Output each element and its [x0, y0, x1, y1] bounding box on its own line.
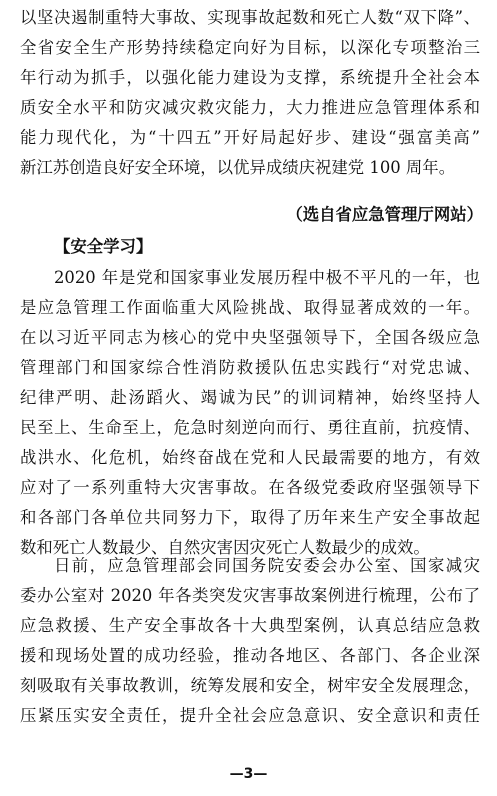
paragraph-3 [20, 551, 480, 731]
source-note: （选自省应急管理厅网站） [286, 205, 483, 224]
text-line: 以坚决遏制重特大事故、实现事故起数和死亡人数“双下降”、 [20, 8, 480, 27]
text-line: 压紧压实安全责任，提升全社会应急意识、安全意识和责任 [20, 706, 480, 725]
text-line: 是应急管理工作面临重大风险挑战、取得显著成效的一年。 [20, 298, 480, 317]
text-line: 年行动为抓手，以强化能力建设为支撑，系统提升全社会本 [20, 68, 480, 87]
text-line: 刻吸取有关事故教训，统筹发展和安全，树牢安全发展理念， [20, 676, 480, 695]
text-line: 能力现代化，为“十四五”开好局起好步、建设“强富美高” [20, 128, 480, 147]
section-heading: 【安全学习】 [54, 237, 153, 256]
text-line: 在以习近平同志为核心的党中央坚强领导下，全国各级应急 [20, 328, 480, 347]
text-line: 应对了一系列重特大灾害事故。在各级党委政府坚强领导下 [20, 478, 480, 497]
text-line: 新江苏创造良好安全环境，以优异成绩庆祝建党 100 周年。 [20, 158, 456, 177]
text-line: 质安全水平和防灾减灾救灾能力，大力推进应急管理体系和 [20, 98, 480, 117]
text-line: 全省安全生产形势持续稳定向好为目标，以深化专项整治三 [20, 38, 480, 57]
text-line: 委办公室对 2020 年各类突发灾害事故案例进行梳理，公布了 [20, 586, 480, 605]
text-line: 管理部门和国家综合性消防救援队伍忠实践行“对党忠诚、 [20, 358, 480, 377]
text-line: 日前，应急管理部会同国务院安委会办公室、国家减灾 [54, 556, 480, 575]
page-number: —3— [229, 766, 268, 782]
text-line: 和各部门各单位共同努力下，取得了历年来生产安全事故起 [20, 508, 480, 527]
paragraph-2 [20, 263, 480, 563]
text-line: 战洪水、化危机，始终奋战在党和人民最需要的地方，有效 [20, 448, 480, 467]
paragraph-continued [20, 3, 480, 183]
text-line: 纪律严明、赴汤蹈火、竭诚为民”的训词精神，始终坚持人 [20, 388, 480, 407]
text-line: 民至上、生命至上，危急时刻逆向而行、勇往直前，抗疫情、 [20, 418, 480, 437]
text-line: 数和死亡人数最少、自然灾害因灾死亡人数最少的成效。 [20, 538, 430, 557]
text-line: 援和现场处置的成功经验，推动各地区、各部门、各企业深 [20, 646, 480, 665]
text-line: 2020 年是党和国家事业发展历程中极不平凡的一年，也 [54, 268, 480, 287]
text-line: 应急救援、生产安全事故各十大典型案例，认真总结应急救 [20, 616, 480, 635]
